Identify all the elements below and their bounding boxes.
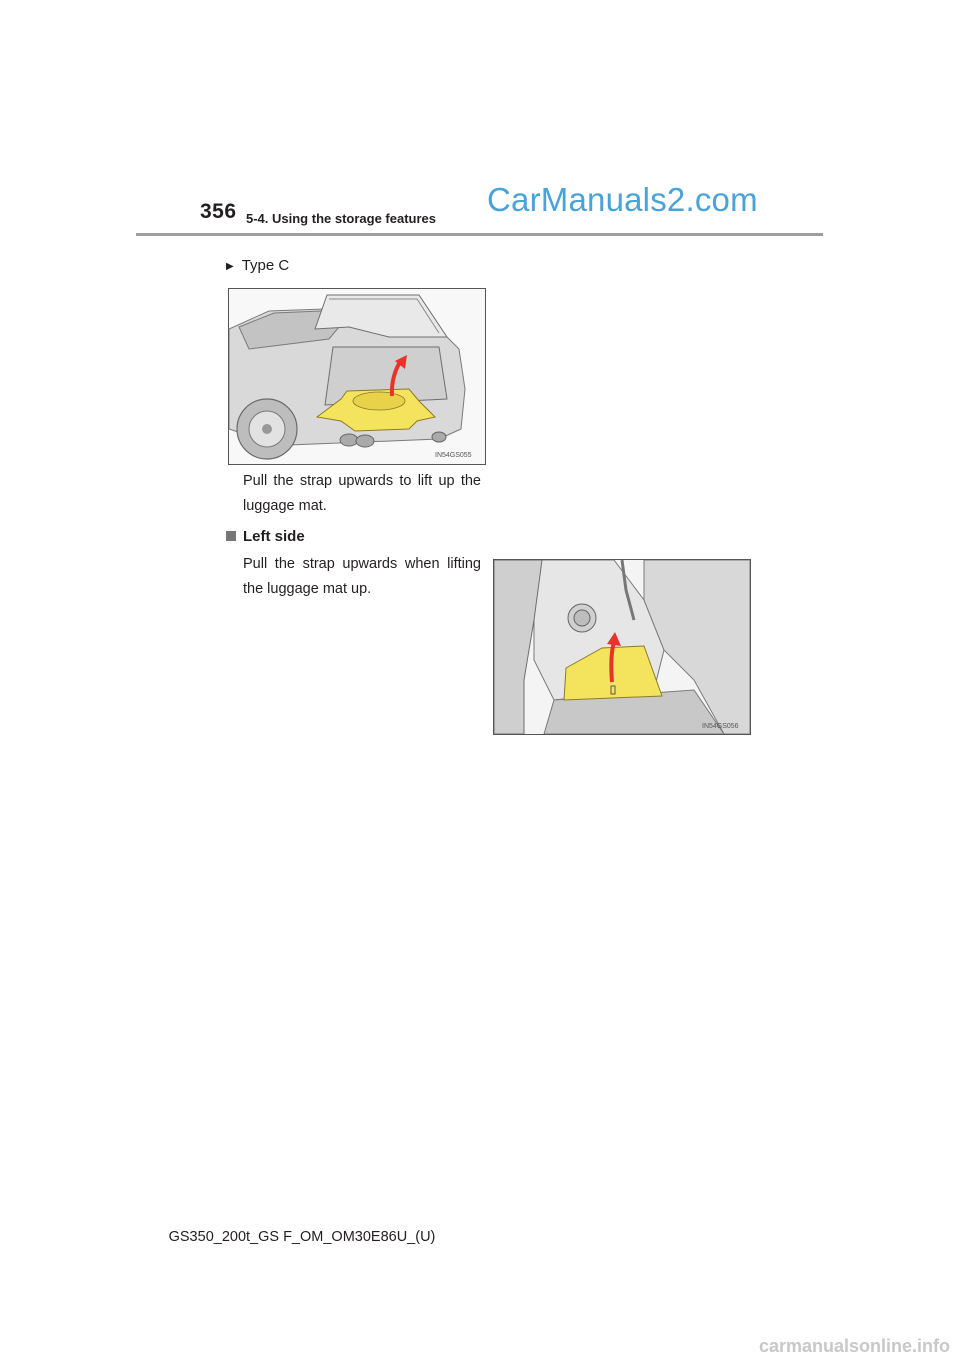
type-c-label (226, 257, 289, 274)
triangle-bullet-icon: ▶ (226, 261, 234, 272)
image2-code: IN54GS056 (702, 723, 739, 730)
left-side-heading (226, 528, 305, 545)
instruction-type-c: Pull the strap upwards to lift up the luggage mat. (243, 473, 481, 514)
trunk-illustration-left-side (493, 559, 751, 735)
instruction-left-side: Pull the strap upwards when lifting the luggage mat up. (243, 556, 481, 597)
square-bullet-icon (226, 531, 236, 541)
left-side-text: Left side (243, 528, 305, 545)
car-trunk-drawing (229, 289, 485, 464)
section-title: 5-4. Using the storage features (246, 211, 436, 226)
page-number: 356 (200, 200, 237, 223)
footer-model-code-text: GS350_200t_GS F_OM_OM30E86U_(U) (168, 1229, 436, 1245)
footer-model-code (0, 1229, 960, 1245)
type-c-text: Type C (241, 257, 290, 274)
image1-code: IN54GS055 (435, 452, 472, 459)
trunk-illustration-type-c (228, 288, 486, 465)
bottom-watermark: carmanualsonline.info (758, 1336, 950, 1356)
header-rule (136, 233, 823, 236)
watermark-logo: CarManuals2.com (487, 181, 758, 218)
left-side-trunk-drawing (494, 560, 750, 734)
